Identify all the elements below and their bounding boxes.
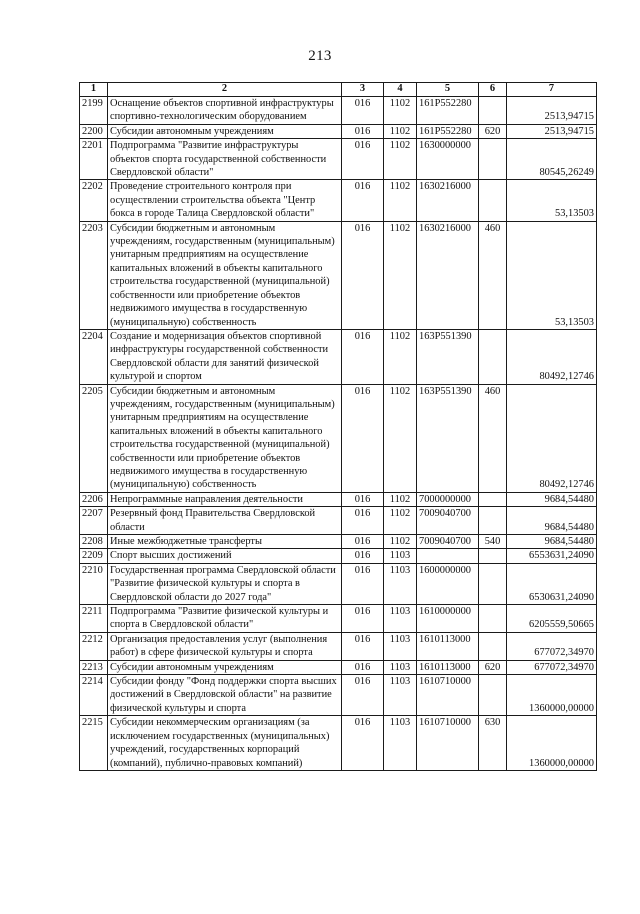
row-number: 2209 [80, 549, 108, 563]
row-ministry-code: 016 [342, 716, 384, 771]
row-target-code: 1600000000 [417, 563, 479, 604]
row-expense-type [479, 492, 507, 506]
row-section-code: 1102 [384, 180, 417, 221]
row-ministry-code: 016 [342, 675, 384, 716]
row-ministry-code: 016 [342, 139, 384, 180]
row-number: 2205 [80, 384, 108, 492]
row-target-code: 163Р551390 [417, 384, 479, 492]
table-row [80, 139, 597, 180]
row-expense-type [479, 97, 507, 125]
row-section-code: 1103 [384, 675, 417, 716]
row-target-code: 1630216000 [417, 180, 479, 221]
row-section-code: 1103 [384, 563, 417, 604]
row-expense-type: 620 [479, 124, 507, 138]
row-name: Государственная программа Свердловской области "Развитие физической культуры и спорта в Свердловской области до 2027 года" [108, 563, 342, 604]
row-target-code: 1630000000 [417, 139, 479, 180]
row-ministry-code: 016 [342, 660, 384, 674]
row-section-code: 1103 [384, 716, 417, 771]
row-amount: 1360000,00000 [507, 675, 597, 716]
header-col-5: 5 [417, 83, 479, 97]
row-section-code: 1103 [384, 549, 417, 563]
row-target-code: 161Р552280 [417, 124, 479, 138]
row-name: Субсидии бюджетным и автономным учреждениям, государственным (муниципальным) унитарным предприятиям на осуществление капитальных вложений в объекты капитального строительства государственной (муниципальной) собственности или приобретение объектов недвижимого имущества в государственную (муниципальную) собственность [108, 384, 342, 492]
header-col-6: 6 [479, 83, 507, 97]
header-col-7: 7 [507, 83, 597, 97]
row-section-code: 1102 [384, 384, 417, 492]
table-row [80, 180, 597, 221]
row-amount: 6553631,24090 [507, 549, 597, 563]
row-section-code: 1103 [384, 660, 417, 674]
row-number: 2201 [80, 139, 108, 180]
table-row [80, 97, 597, 125]
row-expense-type [479, 605, 507, 633]
row-target-code: 1610710000 [417, 716, 479, 771]
row-name: Субсидии автономным учреждениям [108, 660, 342, 674]
row-expense-type [479, 632, 507, 660]
row-section-code: 1102 [384, 139, 417, 180]
table-row [80, 660, 597, 674]
table-row [80, 124, 597, 138]
header-col-1: 1 [80, 83, 108, 97]
row-name: Субсидии некоммерческим организациям (за исключением государственных (муниципальных) учреждений, государственных корпораций (компаний), публично-правовых компаний) [108, 716, 342, 771]
row-amount: 9684,54480 [507, 507, 597, 535]
table-row [80, 549, 597, 563]
row-number: 2211 [80, 605, 108, 633]
row-name: Оснащение объектов спортивной инфраструктуры спортивно-технологическим оборудованием [108, 97, 342, 125]
row-number: 2206 [80, 492, 108, 506]
row-section-code: 1102 [384, 124, 417, 138]
row-ministry-code: 016 [342, 329, 384, 384]
row-ministry-code: 016 [342, 221, 384, 329]
row-number: 2202 [80, 180, 108, 221]
row-amount: 9684,54480 [507, 535, 597, 549]
row-amount: 6205559,50665 [507, 605, 597, 633]
row-number: 2200 [80, 124, 108, 138]
table-row [80, 563, 597, 604]
row-number: 2204 [80, 329, 108, 384]
row-expense-type: 540 [479, 535, 507, 549]
row-ministry-code: 016 [342, 632, 384, 660]
table-row [80, 492, 597, 506]
row-expense-type [479, 139, 507, 180]
row-target-code: 7000000000 [417, 492, 479, 506]
row-amount: 6530631,24090 [507, 563, 597, 604]
row-name: Организация предоставления услуг (выполнения работ) в сфере физической культуры и спорта [108, 632, 342, 660]
row-name: Спорт высших достижений [108, 549, 342, 563]
row-expense-type [479, 549, 507, 563]
row-name: Резервный фонд Правительства Свердловской области [108, 507, 342, 535]
row-amount: 2513,94715 [507, 97, 597, 125]
row-section-code: 1102 [384, 329, 417, 384]
table-row [80, 221, 597, 329]
row-section-code: 1103 [384, 632, 417, 660]
row-number: 2215 [80, 716, 108, 771]
row-expense-type [479, 329, 507, 384]
row-expense-type: 460 [479, 384, 507, 492]
header-col-3: 3 [342, 83, 384, 97]
row-amount: 1360000,00000 [507, 716, 597, 771]
row-section-code: 1102 [384, 221, 417, 329]
row-amount: 2513,94715 [507, 124, 597, 138]
row-number: 2213 [80, 660, 108, 674]
row-number: 2208 [80, 535, 108, 549]
row-name: Непрограммные направления деятельности [108, 492, 342, 506]
row-section-code: 1102 [384, 535, 417, 549]
row-name: Подпрограмма "Развитие физической культуры и спорта в Свердловской области" [108, 605, 342, 633]
table-header [80, 83, 597, 97]
row-name: Подпрограмма "Развитие инфраструктуры объектов спорта государственной собственности Свердловской области" [108, 139, 342, 180]
row-target-code: 1610113000 [417, 660, 479, 674]
header-col-2: 2 [108, 83, 342, 97]
row-target-code [417, 549, 479, 563]
row-amount: 53,13503 [507, 221, 597, 329]
row-section-code: 1103 [384, 605, 417, 633]
row-ministry-code: 016 [342, 605, 384, 633]
row-target-code: 7009040700 [417, 507, 479, 535]
row-expense-type: 620 [479, 660, 507, 674]
row-expense-type [479, 180, 507, 221]
table-row [80, 632, 597, 660]
row-amount: 9684,54480 [507, 492, 597, 506]
row-target-code: 1610710000 [417, 675, 479, 716]
row-name: Проведение строительного контроля при осуществлении строительства объекта "Центр бокса в городе Талица Свердловской области" [108, 180, 342, 221]
page-number: 213 [308, 48, 332, 64]
row-amount: 53,13503 [507, 180, 597, 221]
row-target-code: 1610113000 [417, 632, 479, 660]
table-row [80, 329, 597, 384]
row-section-code: 1102 [384, 507, 417, 535]
row-number: 2203 [80, 221, 108, 329]
row-ministry-code: 016 [342, 549, 384, 563]
row-number: 2214 [80, 675, 108, 716]
row-section-code: 1102 [384, 97, 417, 125]
table-row [80, 535, 597, 549]
row-expense-type [479, 563, 507, 604]
row-target-code: 163Р551390 [417, 329, 479, 384]
table-body [80, 97, 597, 771]
row-amount: 80492,12746 [507, 384, 597, 492]
table-row [80, 507, 597, 535]
row-ministry-code: 016 [342, 384, 384, 492]
row-target-code: 7009040700 [417, 535, 479, 549]
row-amount: 677072,34970 [507, 660, 597, 674]
row-name: Иные межбюджетные трансферты [108, 535, 342, 549]
row-expense-type: 460 [479, 221, 507, 329]
row-name: Субсидии автономным учреждениям [108, 124, 342, 138]
header-row [80, 83, 597, 97]
row-number: 2199 [80, 97, 108, 125]
row-name: Субсидии бюджетным и автономным учреждениям, государственным (муниципальным) унитарным предприятиям на осуществление капитальных вложений в объекты капитального строительства государственной (муниципальной) собственности или приобретение объектов недвижимого имущества в государственную (муниципальную) собственность [108, 221, 342, 329]
row-number: 2210 [80, 563, 108, 604]
row-section-code: 1102 [384, 492, 417, 506]
row-ministry-code: 016 [342, 535, 384, 549]
row-ministry-code: 016 [342, 563, 384, 604]
row-amount: 80492,12746 [507, 329, 597, 384]
row-target-code: 161Р552280 [417, 97, 479, 125]
table-row [80, 605, 597, 633]
row-target-code: 1610000000 [417, 605, 479, 633]
row-ministry-code: 016 [342, 97, 384, 125]
header-col-4: 4 [384, 83, 417, 97]
table-row [80, 716, 597, 771]
row-ministry-code: 016 [342, 124, 384, 138]
row-ministry-code: 016 [342, 492, 384, 506]
row-amount: 677072,34970 [507, 632, 597, 660]
row-expense-type [479, 507, 507, 535]
table-row [80, 675, 597, 716]
row-expense-type: 630 [479, 716, 507, 771]
row-target-code: 1630216000 [417, 221, 479, 329]
row-ministry-code: 016 [342, 507, 384, 535]
row-number: 2207 [80, 507, 108, 535]
row-ministry-code: 016 [342, 180, 384, 221]
budget-table [79, 82, 597, 771]
row-amount: 80545,26249 [507, 139, 597, 180]
table-row [80, 384, 597, 492]
row-name: Субсидии фонду "Фонд поддержки спорта высших достижений в Свердловской области" на развитие физической культуры и спорта [108, 675, 342, 716]
row-name: Создание и модернизация объектов спортивной инфраструктуры государственной собственности Свердловской области для занятий физической культурой и спортом [108, 329, 342, 384]
row-expense-type [479, 675, 507, 716]
row-number: 2212 [80, 632, 108, 660]
